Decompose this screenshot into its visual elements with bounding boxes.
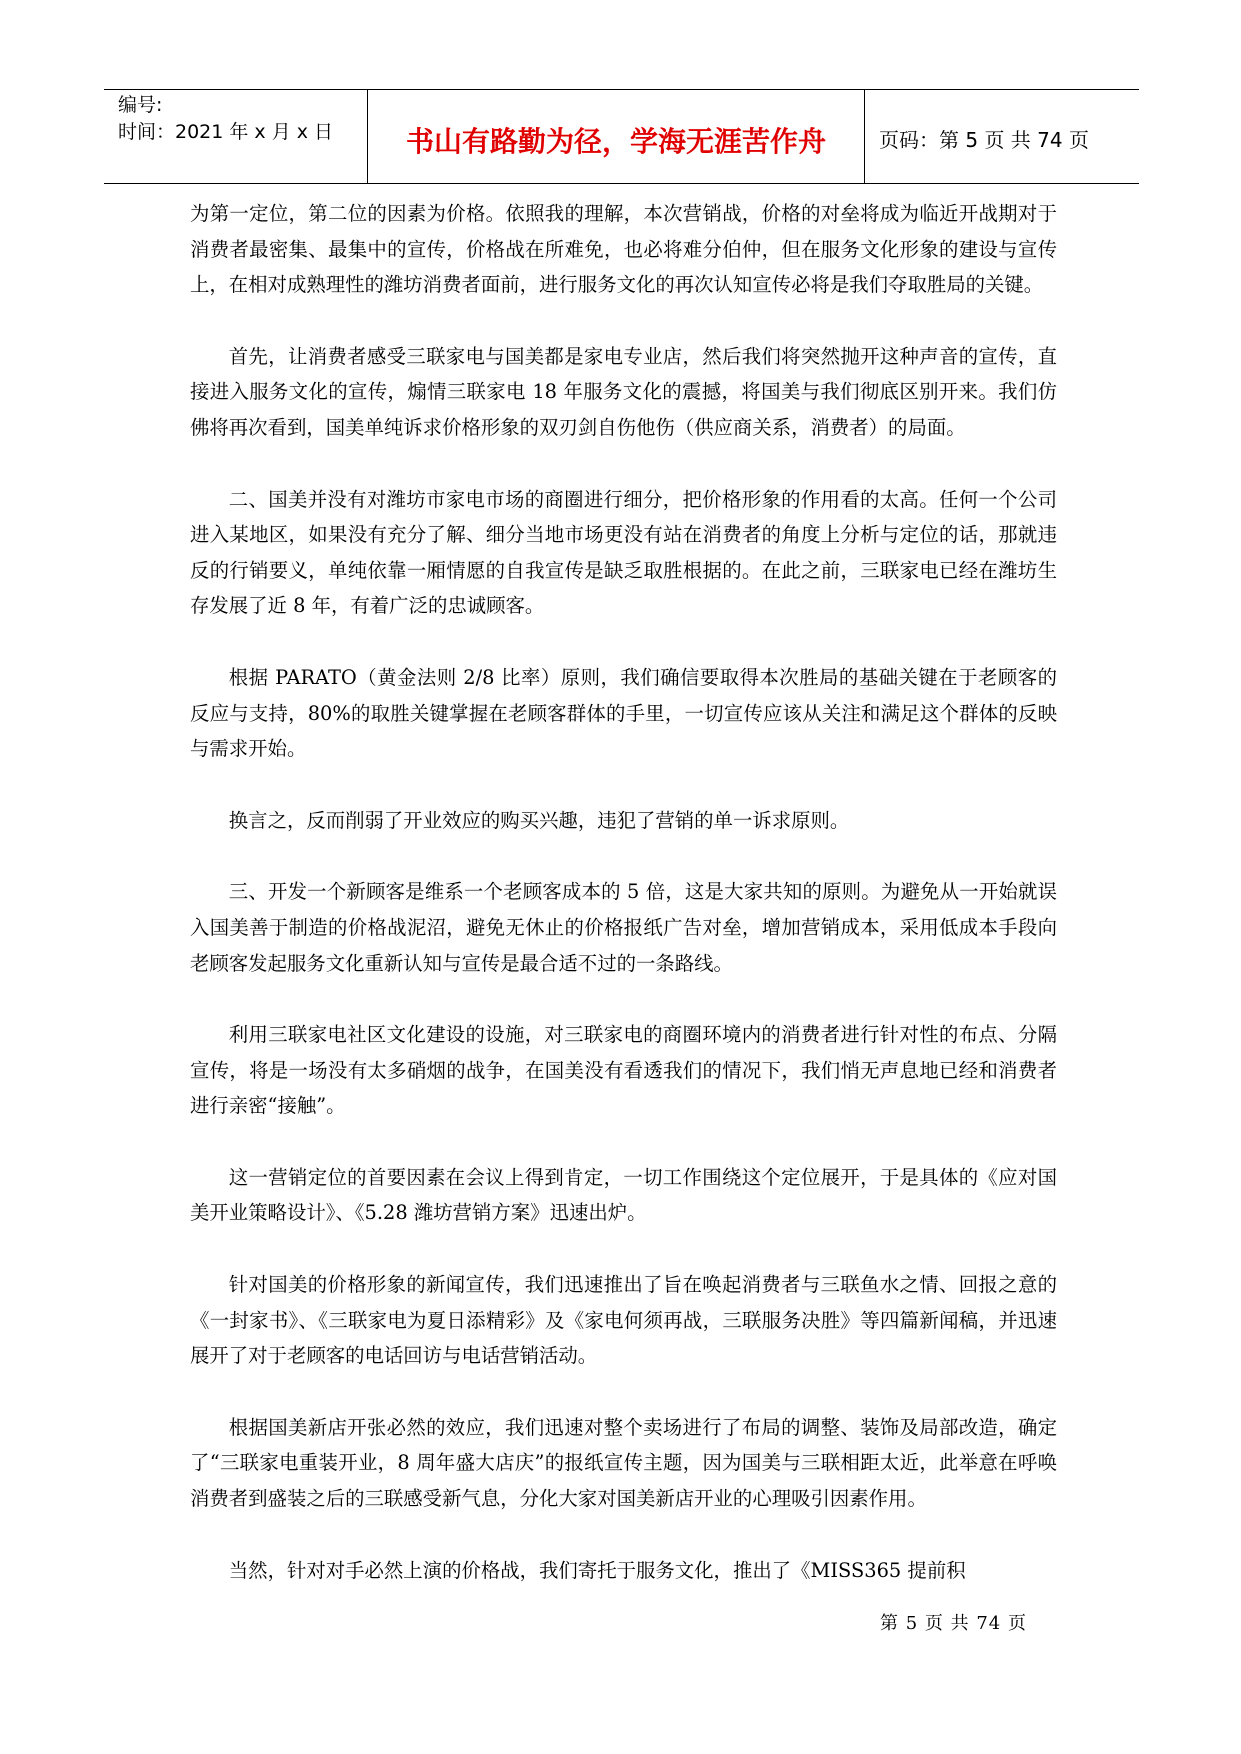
header-page-number: 页码：第 5 页 共 74 页 (879, 128, 1089, 152)
paragraph: 当然，针对对手必然上演的价格战，我们寄托于服务文化，推出了《MISS365 提前积 (228, 1558, 966, 1582)
paragraph: 利用三联家电社区文化建设的设施，对三联家电的商圈环境内的消费者进行针对性的布点、分隔宣传，将是一场没有太多硝烟的战争，在国美没有看透我们的情况下，我们悄无声息地已经和消费者进行亲密“接触”。 (190, 1023, 1057, 1118)
page-header (104, 89, 1139, 184)
paragraph: 为第一定位，第二位的因素为价格。依照我的理解，本次营销战，价格的对垒将成为临近开战期对于消费者最密集、最集中的宣传，价格战在所难免，也必将难分伯仲，但在服务文化形象的建设与宣传上，在相对成熟理性的潍坊消费者面前，进行服务文化的再次认知宣传必将是我们夺取胜局的关键。 (190, 202, 1057, 297)
paragraph: 根据 PARATO（黄金法则 2/8 比率）原则，我们确信要取得本次胜局的基础关键在于老顾客的反应与支持，80%的取胜关键掌握在老顾客群体的手里，一切宣传应该从关注和满足这个群体的反映与需求开始。 (190, 665, 1057, 761)
header-motto: 书山有路勤为径，学海无涯苦作舟 (405, 125, 826, 158)
paragraph: 根据国美新店开张必然的效应，我们迅速对整个卖场进行了布局的调整、装饰及局部改造，确定了“三联家电重装开业，8 周年盛大店庆”的报纸宣传主题，因为国美与三联相距太近，此举意在呼唤消费者到盛装之后的三联感受新气息，分化大家对国美新店开业的心理吸引因素作用。 (190, 1415, 1057, 1511)
document-time-label: 时间：2021 年 x 月 x 日 (118, 121, 334, 143)
header-page-cell (865, 90, 1139, 183)
paragraph: 二、国美并没有对潍坊市家电市场的商圈进行细分，把价格形象的作用看的太高。任何一个公司进入某地区，如果没有充分了解、细分当地市场更没有站在消费者的角度上分析与定位的话，那就违反的行销要义，单纯依靠一厢情愿的自我宣传是缺乏取胜根据的。在此之前，三联家电已经在潍坊生存发展了近 8 年，有着广泛的忠诚顾客。 (190, 487, 1057, 618)
document-number-label: 编号: (118, 94, 163, 116)
header-info-cell (104, 90, 368, 183)
paragraph: 三、开发一个新顾客是维系一个老顾客成本的 5 倍，这是大家共知的原则。为避免从一开始就误入国美善于制造的价格战泥沼，避免无休止的价格报纸广告对垒，增加营销成本，采用低成本手段向老顾客发起服务文化重新认知与宣传是最合适不过的一条路线。 (190, 880, 1057, 975)
paragraph: 针对国美的价格形象的新闻宣传，我们迅速推出了旨在唤起消费者与三联鱼水之情、回报之意的《一封家书》、《三联家电为夏日添精彩》及《家电何须再战，三联服务决胜》等四篇新闻稿，并迅速展开了对于老顾客的电话回访与电话营销活动。 (190, 1273, 1057, 1368)
paragraph: 这一营销定位的首要因素在会议上得到肯定，一切工作围绕这个定位展开，于是具体的《应对国美开业策略设计》、《5.28 潍坊营销方案》迅速出炉。 (190, 1165, 1057, 1225)
page-footer-number: 第 5 页 共 74 页 (880, 1613, 1027, 1634)
header-motto-cell (368, 90, 865, 183)
document-body (190, 196, 1057, 1624)
paragraph: 首先，让消费者感受三联家电与国美都是家电专业店，然后我们将突然抛开这种声音的宣传，直接进入服务文化的宣传，煽情三联家电 18 年服务文化的震撼，将国美与我们彻底区别开来。我们仿佛将再次看到，国美单纯诉求价格形象的双刃剑自伤他伤（供应商关系，消费者）的局面。 (190, 344, 1057, 439)
paragraph: 换言之，反而削弱了开业效应的购买兴趣，违犯了营销的单一诉求原则。 (228, 808, 850, 832)
